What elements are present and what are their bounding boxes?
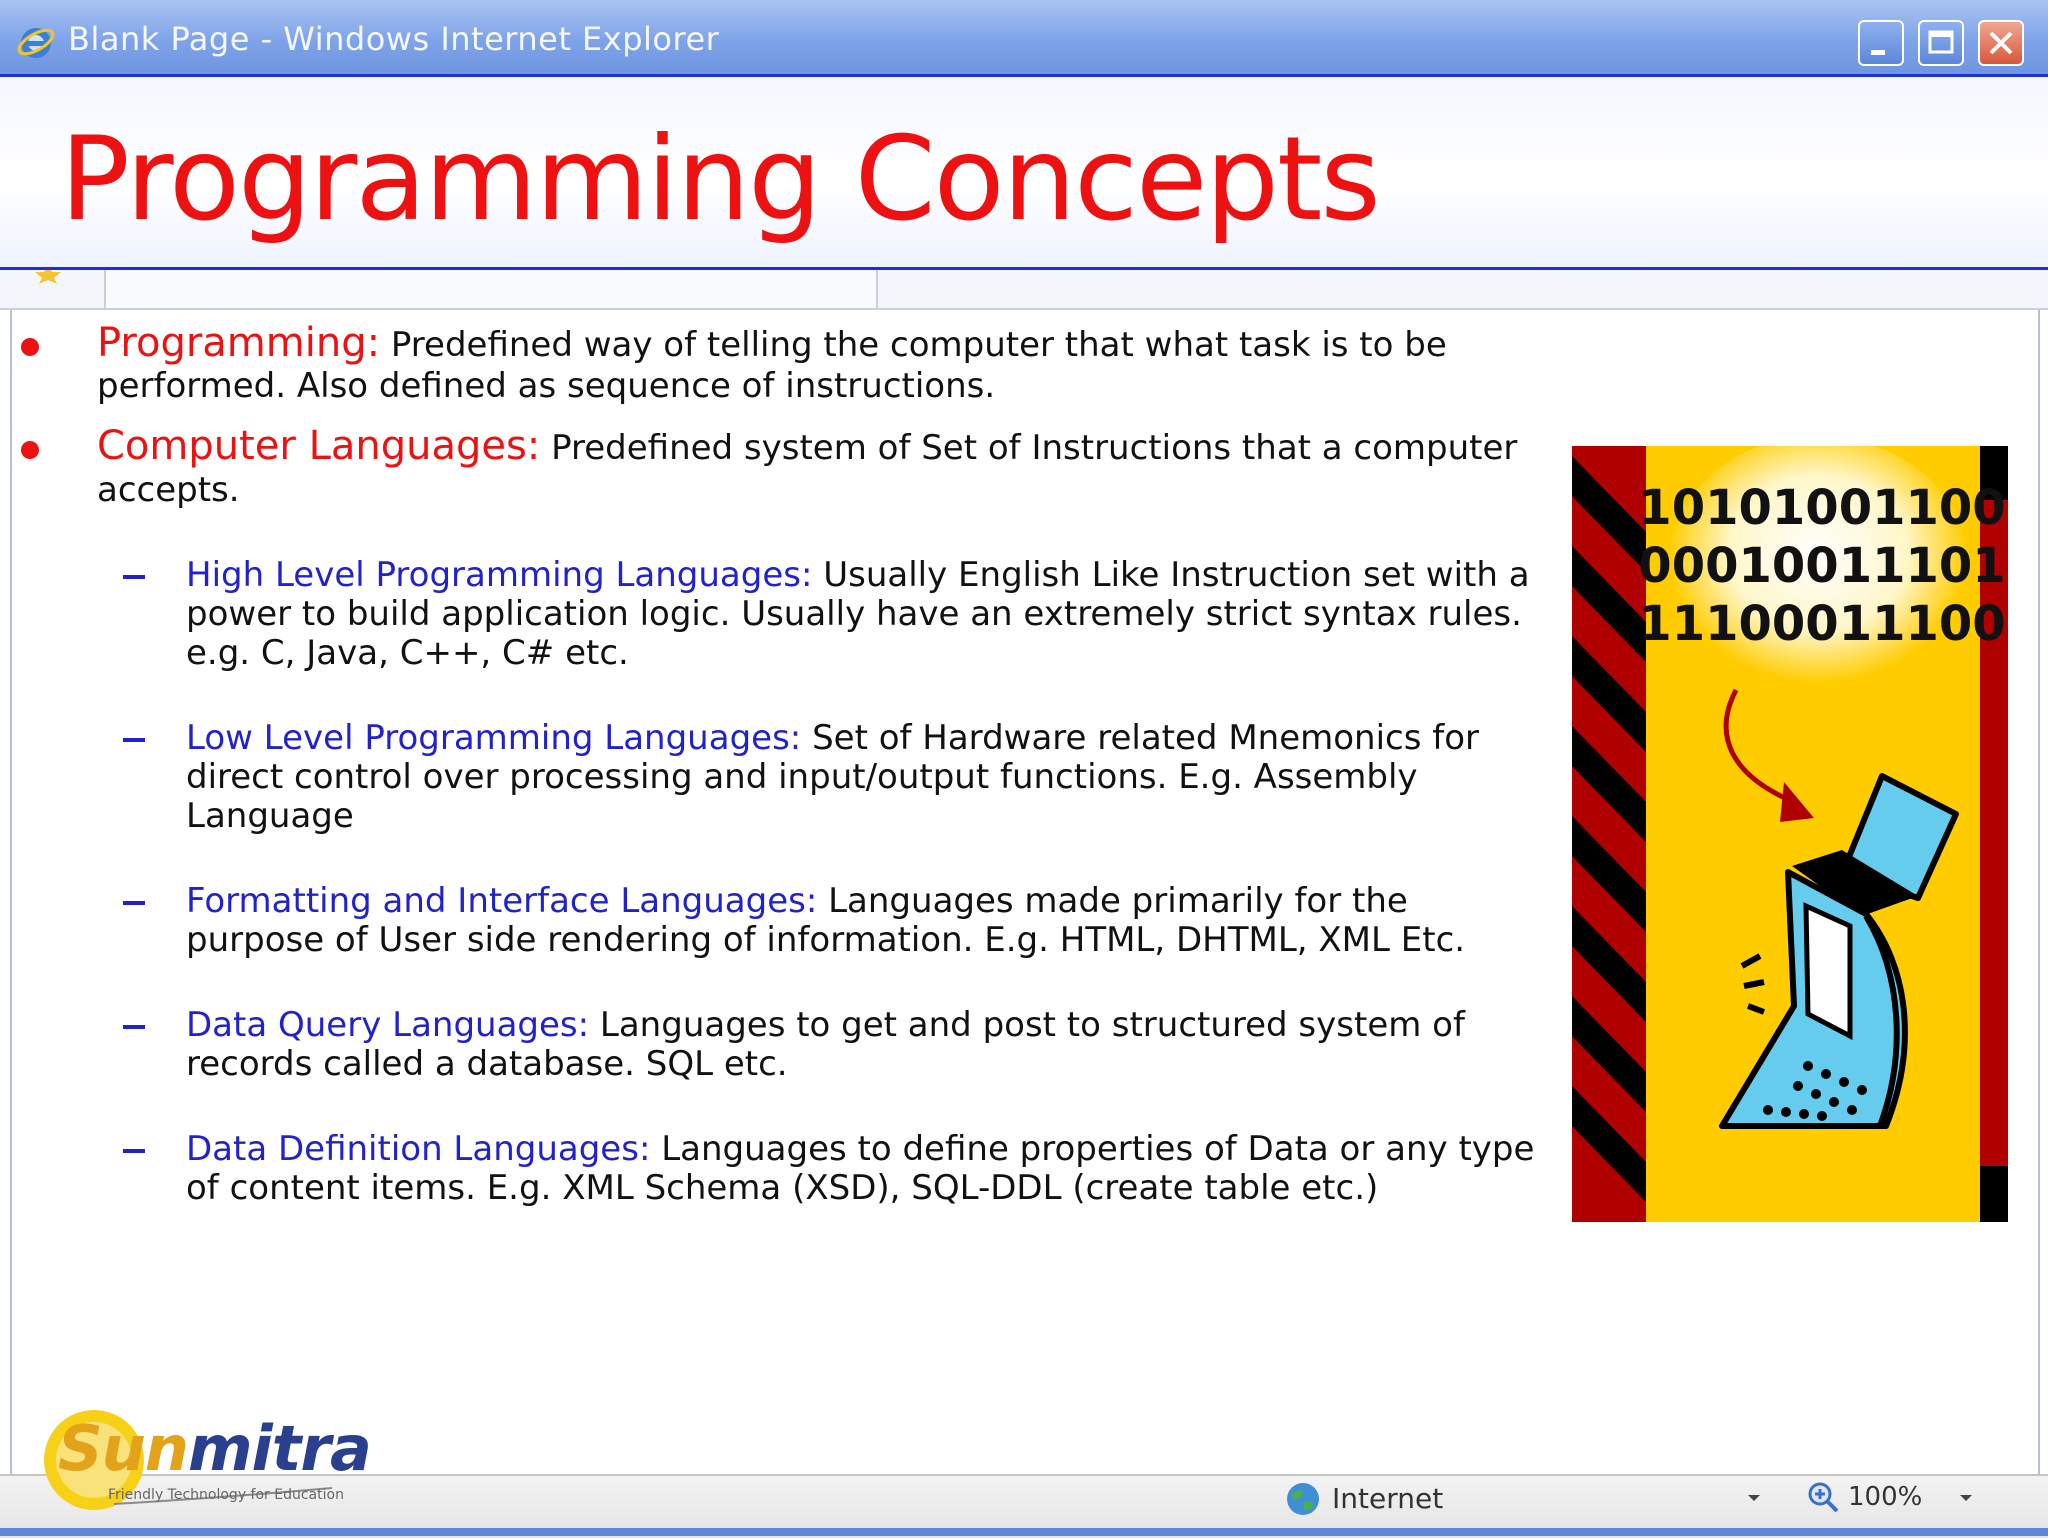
- bullet-programming: [97, 320, 1447, 366]
- sub-item-formatting: [186, 882, 1408, 921]
- bullet-marker: [21, 441, 39, 459]
- binary-line: 10101001100: [1638, 480, 2006, 536]
- internet-explorer-icon: [16, 22, 56, 62]
- close-icon: [1980, 22, 2022, 64]
- sub-bullet-dash: [123, 1149, 145, 1153]
- sub-item-text-continued: Language: [186, 796, 354, 836]
- sub-item-text: Set of Hardware related Mnemonics for: [812, 718, 1479, 758]
- chevron-down-icon[interactable]: [1958, 1492, 1974, 1504]
- globe-icon: [1284, 1480, 1322, 1518]
- sub-bullet-dash: [123, 738, 145, 742]
- sub-item-text-continued: purpose of User side rendering of information. E.g. HTML, DHTML, XML Etc.: [186, 920, 1466, 960]
- sub-item-data-query: [186, 1006, 1465, 1045]
- maximize-button[interactable]: [1918, 20, 1964, 66]
- sub-item-text: Languages to get and post to structured system of: [599, 1005, 1465, 1045]
- sub-item-label: Data Query Languages:: [186, 1005, 590, 1045]
- sub-item-text-continued: of content items. E.g. XML Schema (XSD), SQL-DDL (create table etc.): [186, 1168, 1379, 1208]
- minimize-icon: [1860, 22, 1902, 64]
- binary-computer-clipart: [1572, 446, 2008, 1222]
- window-titlebar[interactable]: [0, 0, 2048, 74]
- bullet-text-continued: accepts.: [97, 470, 240, 510]
- minimize-button[interactable]: [1858, 20, 1904, 66]
- sub-item-label: High Level Programming Languages:: [186, 555, 813, 595]
- security-zone-label[interactable]: Internet: [1332, 1482, 1444, 1515]
- bullet-computer-languages: [97, 423, 1518, 469]
- sub-item-text: Usually English Like Instruction set with a: [823, 555, 1530, 595]
- chevron-down-icon[interactable]: [1746, 1492, 1762, 1504]
- slide-title: Programming Concepts: [60, 112, 1379, 247]
- sub-item-high-level: [186, 556, 1530, 595]
- window-title: Blank Page - Windows Internet Explorer: [68, 20, 720, 58]
- sub-item-low-level: [186, 719, 1479, 758]
- bullet-text-continued: performed. Also defined as sequence of instructions.: [97, 366, 996, 406]
- zoom-icon[interactable]: [1806, 1480, 1840, 1514]
- close-button[interactable]: [1978, 20, 2024, 66]
- sub-item-text: Languages made primarily for the: [828, 881, 1408, 921]
- bullet-text: Predefined system of Set of Instructions that a computer: [551, 428, 1518, 468]
- maximize-icon: [1920, 22, 1962, 64]
- sub-bullet-dash: [123, 1025, 145, 1029]
- binary-line: 00010011101: [1638, 538, 2006, 594]
- sub-item-label: Formatting and Interface Languages:: [186, 881, 818, 921]
- window-bottom-border: [0, 1528, 2048, 1536]
- sub-item-data-definition: [186, 1130, 1534, 1169]
- sub-item-text-continued: e.g. C, Java, C++, C# etc.: [186, 633, 629, 673]
- bullet-marker: [21, 338, 39, 356]
- logo-word-part: Sun: [58, 1412, 188, 1485]
- sub-item-text-continued: direct control over processing and input/output functions. E.g. Assembly: [186, 757, 1418, 797]
- sub-item-text-continued: power to build application logic. Usually have an extremely strict syntax rules.: [186, 594, 1522, 634]
- bullet-text: Predefined way of telling the computer that what task is to be: [390, 325, 1447, 365]
- zoom-level[interactable]: 100%: [1848, 1482, 1923, 1512]
- logo-word-part: mitra: [187, 1412, 371, 1485]
- sub-item-text-continued: records called a database. SQL etc.: [186, 1044, 788, 1084]
- sub-bullet-dash: [123, 575, 145, 579]
- logo-tagline: Friendly Technology for Education: [108, 1487, 344, 1503]
- sub-bullet-dash: [123, 901, 145, 905]
- bullet-label: Computer Languages:: [97, 423, 541, 469]
- binary-line: 11100011100: [1638, 596, 2006, 652]
- logo-wordmark: [58, 1412, 371, 1485]
- sub-item-label: Data Definition Languages:: [186, 1129, 651, 1169]
- sub-item-text: Languages to define properties of Data or any type: [661, 1129, 1535, 1169]
- sub-item-label: Low Level Programming Languages:: [186, 718, 802, 758]
- bullet-label: Programming:: [97, 320, 381, 366]
